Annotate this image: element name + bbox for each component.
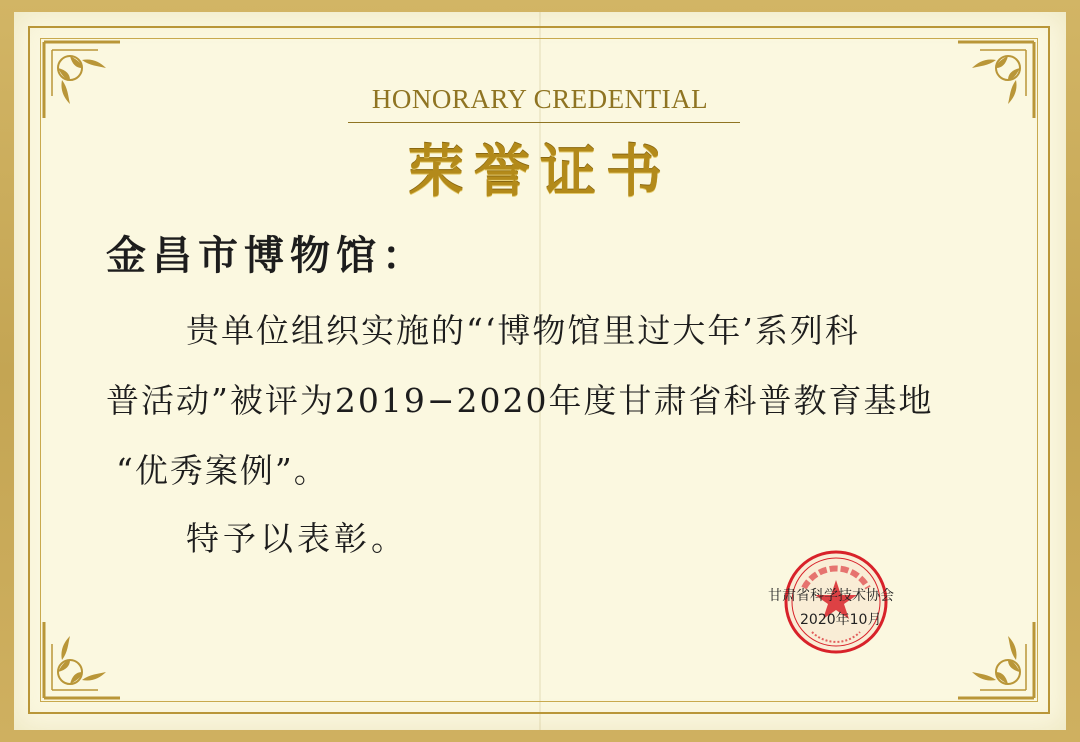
chinese-title: 荣誉证书 bbox=[408, 139, 672, 205]
issue-date: 2020年10月 bbox=[800, 612, 882, 628]
body-text-line: 贵单位组织实施的“‘博物馆里过大年’系列科 bbox=[186, 311, 860, 350]
english-title: HONORARY CREDENTIAL bbox=[371, 84, 709, 114]
body-text-line: 普活动”被评为2019−2020年度甘肃省科普教育基地 bbox=[106, 381, 934, 420]
recipient-name: 金昌市博物馆： bbox=[106, 232, 428, 279]
body-text-line: “优秀案例”。 bbox=[116, 451, 329, 490]
corner-ornament-icon bbox=[40, 616, 126, 702]
corner-ornament-icon bbox=[952, 616, 1038, 702]
corner-ornament-icon bbox=[40, 38, 126, 124]
title-divider bbox=[348, 122, 740, 123]
commendation-line: 特予以表彰。 bbox=[186, 519, 408, 558]
issuer-name: 甘肃省科学技术协会 bbox=[768, 588, 894, 604]
corner-ornament-icon bbox=[952, 38, 1038, 124]
